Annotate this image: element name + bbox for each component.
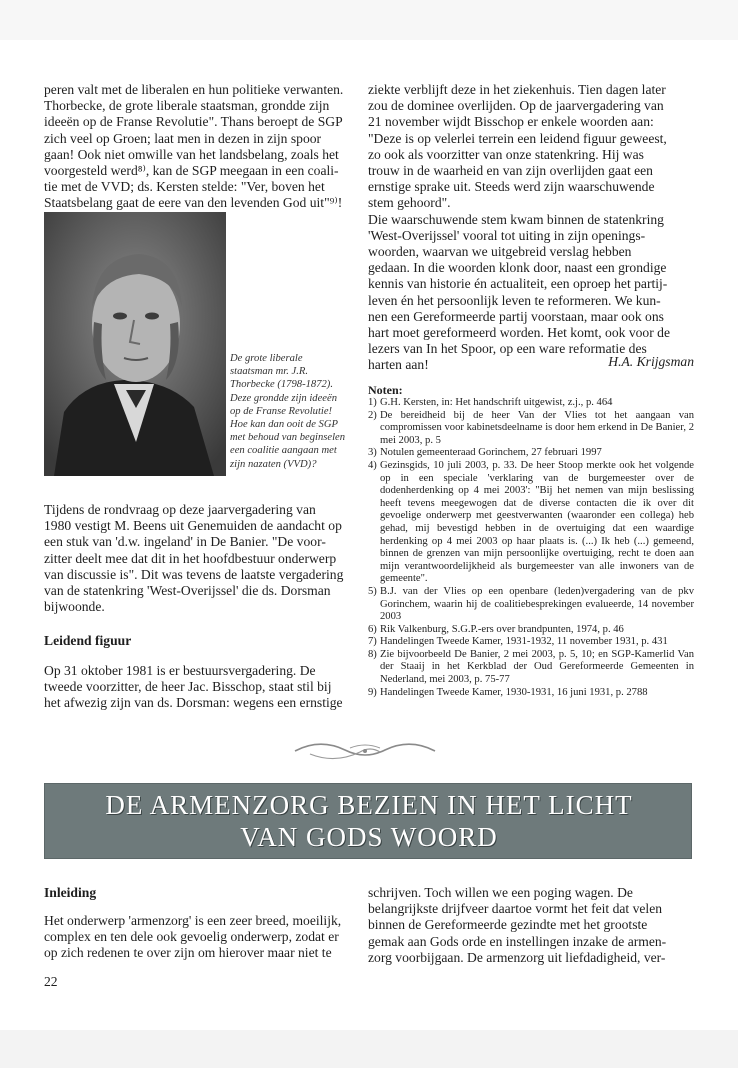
footnote-text: B.J. van der Vlies op een openbare (leden)vergadering van de pkv Gorinchem, waarin hij de coalitiebesprekingen evalueerde, 14 november 2003 <box>380 585 694 623</box>
author-signature: H.A. Krijgsman <box>608 354 694 369</box>
text-line: belangrijkste drijfveer daartoe vormt het feit dat velen <box>368 901 663 917</box>
scan-bottom-edge <box>0 1030 738 1068</box>
footnote-text: Rik Valkenburg, S.G.P.-ers over brandpunten, 1974, p. 46 <box>380 623 624 635</box>
text-line: Op 31 oktober 1981 is er bestuursvergadering. De <box>44 663 316 678</box>
footnotes-list <box>368 397 694 699</box>
footnote-text: Gezinsgids, 10 juli 2003, p. 33. De heer Stoop merkte ook het volgende op in een speciale 'verklaring van de burgemeester over de dodenherdenking op 4 mei 2003': "Bij het nemen van mijn beslissing heeft tevens meegewogen dat de diverse contacten die ik over dit gevoelige onderwerp met geestverwanten (waaronder een collega) heb gehad, mij bevestigd hebben in de overtuiging dat een waardige herdenking op 4 mei 2003 op haar plaats is. (...) Ik heb (...) gemeend, binnen de grenzen van mijn persoonlijke overtuiging, recht te doen aan mijn verantwoordelijkheid als burgemeester van alle inwoners van de gemeente". <box>380 459 694 585</box>
second-article-left-column <box>44 913 344 962</box>
portrait-illustration <box>44 212 226 476</box>
text-line: 1980 vestigt M. Beens uit Genemuiden de aandacht op <box>44 518 342 534</box>
article-left-column-top <box>44 82 344 212</box>
article-right-column <box>368 82 694 374</box>
portrait-caption: De grote liberale staatsman mr. J.R. Thorbecke (1798-1872). Deze grondde zijn ideeën op de Franse Revolutie! Hoe kan dan ooit de SGP met behoud van beginselen een coalitie aangaan met zijn nazaten (VVD)? <box>230 353 346 470</box>
text-line: zo ook als voorzitter van onze statenkring. Hij was <box>368 146 644 162</box>
footnote-text: Zie bijvoorbeeld De Banier, 2 mei 2003, p. 5, 10; en SGP-Kamerlid Van der Staaij in het Kerkblad der Oud Gereformeerde Gemeenten in Nederland, mei 2003, p. 75-77 <box>380 648 694 686</box>
flourish-ornament-graphic <box>290 736 440 766</box>
text-line: Staatsbelang gaat de eere van den levenden God uit"⁹⁾! <box>44 195 343 211</box>
text-line: Het onderwerp 'armenzorg' is een zeer breed, moeilijk, <box>44 913 342 928</box>
footnote <box>368 410 694 448</box>
text-line: van discussie is". Dit was tevens de laatste vergadering <box>44 566 344 582</box>
text-line: zorg voorbijgaan. De armenzorg uit liefdadigheid, ver- <box>368 949 666 965</box>
text-line: gedaan. In die woorden klonk door, naast een grondige <box>368 260 667 276</box>
text-line: het afwezig zijn van ds. Dorsman: wegens een ernstige <box>44 695 343 711</box>
text-line: Tijdens de rondvraag op deze jaarvergadering van <box>44 502 316 517</box>
footnote <box>368 447 694 460</box>
article-left-column-low <box>44 663 344 712</box>
footnote-text: De bereidheid bij de heer Van der Vlies tot het aangaan van compromissen voor kabinetsdeelname is door hem erkend in De Banier, 2 mei 2003, p. 5 <box>380 409 694 446</box>
text-line: gemak aan Gods orde en instellingen inzake de armen- <box>368 933 667 949</box>
text-line: peren valt met de liberalen en hun politieke verwanten. <box>44 82 344 97</box>
text-line: lezers van In het Spoor, op een ware reformatie des <box>368 341 647 357</box>
footnote-number: 6) <box>368 623 377 635</box>
text-line: zitter deelt mee dat dit in het hoofdbestuur onderwerp <box>44 550 337 566</box>
text-line: gaan! Ook niet omwille van het landsbelang, zoals het <box>44 146 339 162</box>
footnote <box>368 687 694 700</box>
text-line: nen een Gereformeerde partij voorstaan, maar ook ons <box>368 308 664 324</box>
text-line: harten aan! <box>368 357 429 373</box>
second-article-right-column <box>368 885 694 966</box>
text-line: complex en ten dele ook gevoelig onderwerp, zodat er <box>44 929 339 945</box>
flourish-ornament <box>290 736 440 766</box>
text-line: op zich redenen te over zijn om hierover maar niet te <box>44 945 332 961</box>
text-line: ernstige sprake uit. Steeds werd zijn waarschuwende <box>368 179 655 195</box>
text-line: hart moet gereformeerd worden. Het komt, ook voor de <box>368 325 670 341</box>
text-line: zou de dominee overlijden. Op de jaarvergadering van <box>368 98 664 114</box>
text-line: bijwoonde. <box>44 599 105 615</box>
footnote <box>368 649 694 687</box>
scan-top-edge <box>0 0 738 40</box>
text-line: leven én het persoonlijk leven te reformeren. We kun- <box>368 292 661 308</box>
footnote <box>368 624 694 637</box>
article-left-column-middle <box>44 502 344 615</box>
text-line: een stuk van 'd.w. ingeland' in De Banier. "De voor- <box>44 534 326 550</box>
text-line: van de statenkring 'West-Overijssel' die ds. Dorsman <box>44 583 331 599</box>
text-line: "Deze is op velerlei terrein een leidend figuur geweest, <box>368 130 667 146</box>
text-line: ziekte verblijft deze in het ziekenhuis. Tien dagen later <box>368 82 666 97</box>
footnote-number: 4) <box>368 459 377 471</box>
banner-title-line-2: VAN GODS WOORD <box>240 822 498 852</box>
text-line: 21 november wijdt Bisschop er enkele woorden aan: <box>368 114 654 130</box>
thorbecke-portrait <box>44 212 226 476</box>
footnote <box>368 397 694 410</box>
text-line: voorgesteld werd⁸⁾, kan de SGP meegaan in een coali- <box>44 163 339 179</box>
text-line: Die waarschuwende stem kwam binnen de statenkring <box>368 211 664 227</box>
notes-title: Noten: <box>368 383 403 397</box>
footnote-text: Notulen gemeenteraad Gorinchem, 27 februari 1997 <box>380 447 602 459</box>
footnote-number: 7) <box>368 636 377 648</box>
article-title-banner <box>44 783 692 859</box>
footnote <box>368 460 694 586</box>
footnote <box>368 586 694 624</box>
text-line: stem gehoord". <box>368 195 451 211</box>
text-line: Thorbecke, de grote liberale staatsman, grondde zijn <box>44 98 330 114</box>
text-line: binnen de Gereformeerde gezindte met het grootste <box>368 917 648 933</box>
footnote-number: 3) <box>368 447 377 459</box>
footnote-text: G.H. Kersten, in: Het handschrift uitgewist, z.j., p. 464 <box>380 397 613 408</box>
footnote-text: Handelingen Tweede Kamer, 1930-1931, 16 juni 1931, p. 2788 <box>380 686 648 698</box>
text-line: tweede voorzitter, de heer Jac. Bisschop, staat stil bij <box>44 679 332 695</box>
text-line: woorden, waarvan we uitgebreid verslag hebben <box>368 244 632 260</box>
text-line: kennis van historie én actualiteit, een oproep het partij- <box>368 276 668 292</box>
section-heading-leidend-figuur: Leidend figuur <box>44 633 132 648</box>
text-line: zich veel op Groen; laat men in dezen in zijn spoor <box>44 130 322 146</box>
footnote-number: 8) <box>368 648 377 660</box>
footnote <box>368 636 694 649</box>
text-line: schrijven. Toch willen we een poging wagen. De <box>368 885 633 900</box>
footnote-number: 1) <box>368 397 377 408</box>
banner-title-line-1: DE ARMENZORG BEZIEN IN HET LICHT <box>105 790 633 820</box>
footnote-number: 9) <box>368 686 377 698</box>
footnote-text: Handelingen Tweede Kamer, 1931-1932, 11 november 1931, p. 431 <box>380 636 668 648</box>
page-number: 22 <box>44 974 58 989</box>
footnote-number: 2) <box>368 409 377 421</box>
text-line: tie met de VVD; ds. Kersten stelde: "Ver, boven het <box>44 179 325 195</box>
text-line: ideeën op de Franse Revolutie". Thans beroept de SGP <box>44 114 343 130</box>
text-line: 'West-Overijssel' vooral tot uiting in zijn openings- <box>368 227 646 243</box>
footnote-number: 5) <box>368 585 377 597</box>
text-line: trouw in de waarheid en van zijn overlijden gaat een <box>368 163 653 179</box>
section-heading-inleiding: Inleiding <box>44 885 97 900</box>
